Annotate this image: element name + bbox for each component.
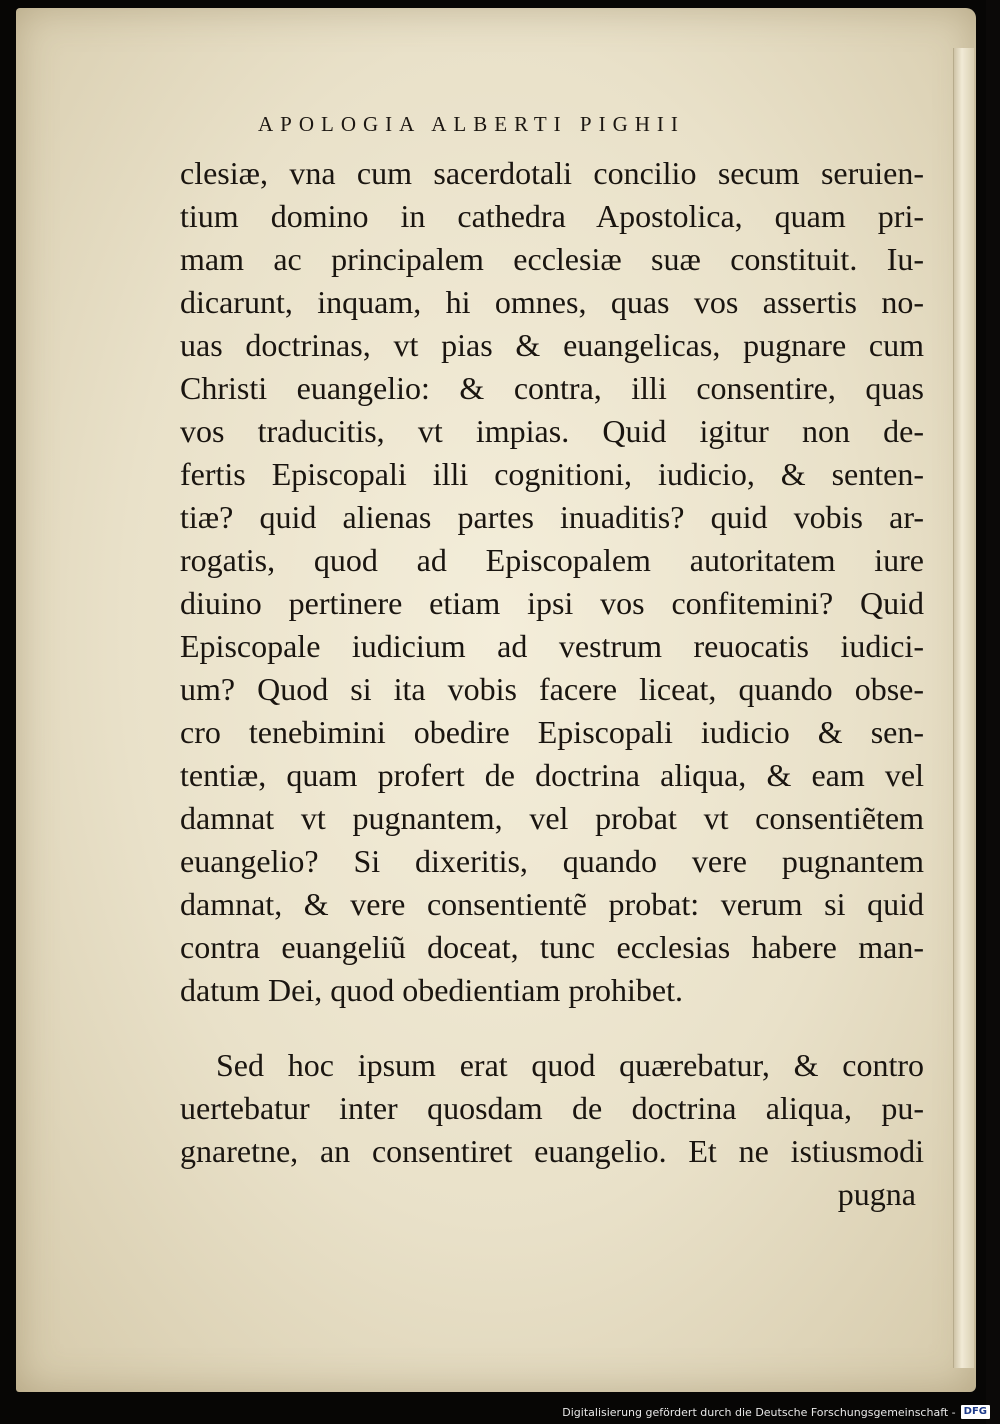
text-line: tiæ? quid alienas partes inuaditis? quid vobis ar- (180, 499, 924, 535)
text-line: cro tenebimini obedire Episcopali iudicio & sen- (180, 714, 924, 750)
text-line: damnat vt pugnantem, vel probat vt consentiẽtem (180, 800, 924, 836)
text-line: vos traducitis, vt impias. Quid igitur non de- (180, 413, 924, 449)
text-line: datum Dei, quod obedientiam prohibet. (180, 972, 683, 1008)
digitization-credit (562, 1401, 990, 1423)
text-line: uas doctrinas, vt pias & euangelicas, pugnare cum (180, 327, 924, 363)
text-line: mam ac principalem ecclesiæ suæ constituit. Iu- (180, 241, 924, 277)
text-line: contra euangeliũ doceat, tunc ecclesias habere man- (180, 929, 924, 965)
text-line: euangelio? Si dixeritis, quando vere pugnantem (180, 843, 924, 879)
text-line: gnaretne, an consentiret euangelio. Et ne istiusmodi (180, 1133, 924, 1169)
text-block (180, 152, 924, 1216)
credit-text: Digitalisierung gefördert durch die Deutsche Forschungsgemeinschaft - (562, 1405, 956, 1419)
catchword: pugna (837, 1176, 916, 1212)
paragraph-2 (180, 1044, 924, 1173)
text-line: rogatis, quod ad Episcopalem autoritatem iure (180, 542, 924, 578)
text-line: um? Quod si ita vobis facere liceat, quando obse- (180, 671, 924, 707)
text-line: Christi euangelio: & contra, illi consentire, quas (180, 370, 924, 406)
text-line: uertebatur inter quosdam de doctrina aliqua, pu- (180, 1090, 924, 1126)
text-line: dicarunt, inquam, hi omnes, quas vos assertis no- (180, 284, 924, 320)
paragraph-1 (180, 152, 924, 1012)
text-line: fertis Episcopali illi cognitioni, iudicio, & senten- (180, 456, 924, 492)
paragraph-gap (180, 1012, 924, 1044)
text-line: tentiæ, quam profert de doctrina aliqua, & eam vel (180, 757, 924, 793)
scan-background-edge (986, 0, 1000, 1424)
text-line: Episcopale iudicium ad vestrum reuocatis iudici- (180, 628, 924, 664)
text-line: clesiæ, vna cum sacerdotali concilio secum seruien- (180, 155, 924, 191)
text-line: Sed hoc ipsum erat quod quærebatur, & contro (216, 1047, 924, 1083)
dfg-logo: DFG (961, 1405, 990, 1419)
text-line: diuino pertinere etiam ipsi vos confitemini? Quid (180, 585, 924, 621)
page-fore-edge (953, 48, 974, 1368)
running-head: APOLOGIA ALBERTI PIGHII (258, 112, 685, 136)
text-line: damnat, & vere consentientẽ probat: verum si quid (180, 886, 924, 922)
text-line: tium domino in cathedra Apostolica, quam pri- (180, 198, 924, 234)
